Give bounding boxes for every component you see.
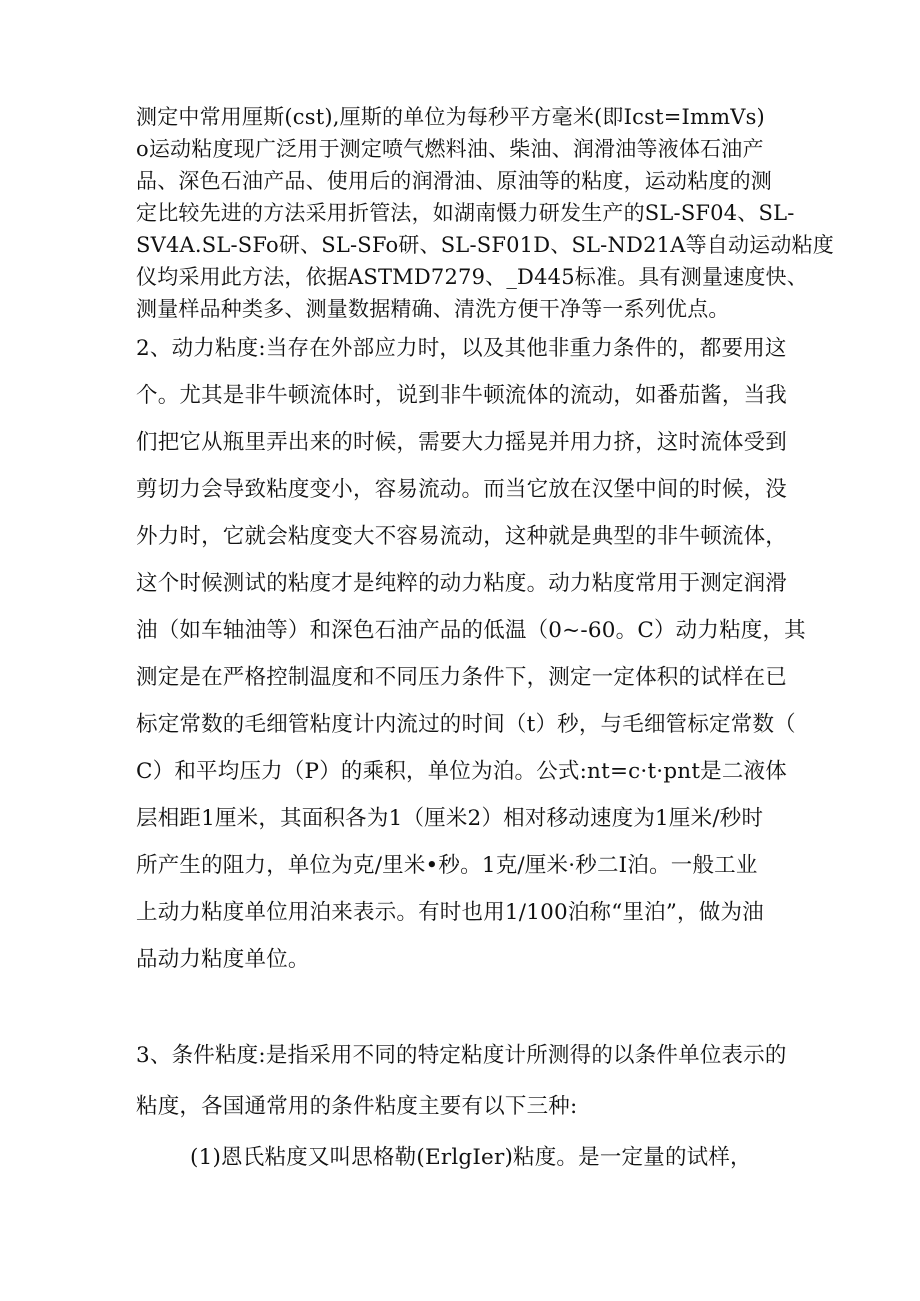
text-line: o运动粘度现广泛用于测定喷气燃料油、柴油、润滑油等液体石油产 [136, 137, 764, 161]
text-line: 3、条件粘度:是指采用不同的特定粘度计所测得的以条件单位表示的 [136, 1043, 787, 1068]
text-line: 品、深色石油产品、使用后的润滑油、原油等的粘度，运动粘度的测 [136, 169, 772, 193]
text-line: 层相距1厘米，其面积各为1（厘米2）相对移动速度为1厘米/秒时 [136, 806, 764, 831]
text-line: 这个时候测试的粘度才是纯粹的动力粘度。动力粘度常用于测定润滑 [136, 571, 788, 596]
text-line: 品动力粘度单位。 [136, 947, 310, 972]
text-line: SV4A.SL-SFo研、SL-SFo研、SL-SF01D、SL-ND21A等自动运动粘度 [136, 233, 834, 257]
text-line: 标定常数的毛细管粘度计内流过的时间（t）秒，与毛细管标定常数（ [136, 712, 796, 737]
text-line: 仪均采用此方法，依据ASTMD7279、_D445标准。具有测量速度快、 [136, 265, 808, 289]
text-line: 上动力粘度单位用泊来表示。有时也用1/100泊称“里泊”，做为油 [136, 900, 764, 925]
text-line: (1)恩氏粘度又叫思格勒(ErlgIer)粘度。是一定量的试样， [190, 1145, 752, 1170]
text-line: 所产生的阻力，单位为克/里米•秒。1克/厘米·秒二I泊。一般工业 [136, 853, 758, 878]
text-line: 个。尤其是非牛顿流体时，说到非牛顿流体的流动，如番茄酱，当我 [136, 383, 788, 408]
text-line: 定比较先进的方法采用折管法，如湖南慑力研发生产的SL-SF04、SL- [136, 201, 795, 225]
text-line: 测定中常用厘斯(cst),厘斯的单位为每秒平方毫米(即Icst=ImmVs) [136, 105, 765, 129]
text-line: 测定是在严格控制温度和不同压力条件下，测定一定体积的试样在已 [136, 665, 788, 690]
text-line: 剪切力会导致粘度变小，容易流动。而当它放在汉堡中间的时候，没 [136, 477, 788, 502]
text-line: 2、动力粘度:当存在外部应力时，以及其他非重力条件的，都要用这 [136, 336, 787, 361]
text-line: 外力时，它就会粘度变大不容易流动，这种就是典型的非牛顿流体， [136, 524, 788, 549]
text-line: 油（如车轴油等）和深色石油产品的低温（0~-60。C）动力粘度，其 [136, 618, 806, 643]
text-line: 测量样品种类多、测量数据精确、清洗方便干净等一系列优点。 [136, 297, 730, 321]
text-line: 们把它从瓶里弄出来的时候，需要大力摇晃并用力挤，这时流体受到 [136, 430, 788, 455]
text-line: C）和平均压力（P）的乘积，单位为泊。公式:nt=c·t·pnt是二液体 [136, 759, 787, 784]
text-line: 粘度，各国通常用的条件粘度主要有以下三种: [136, 1094, 578, 1119]
